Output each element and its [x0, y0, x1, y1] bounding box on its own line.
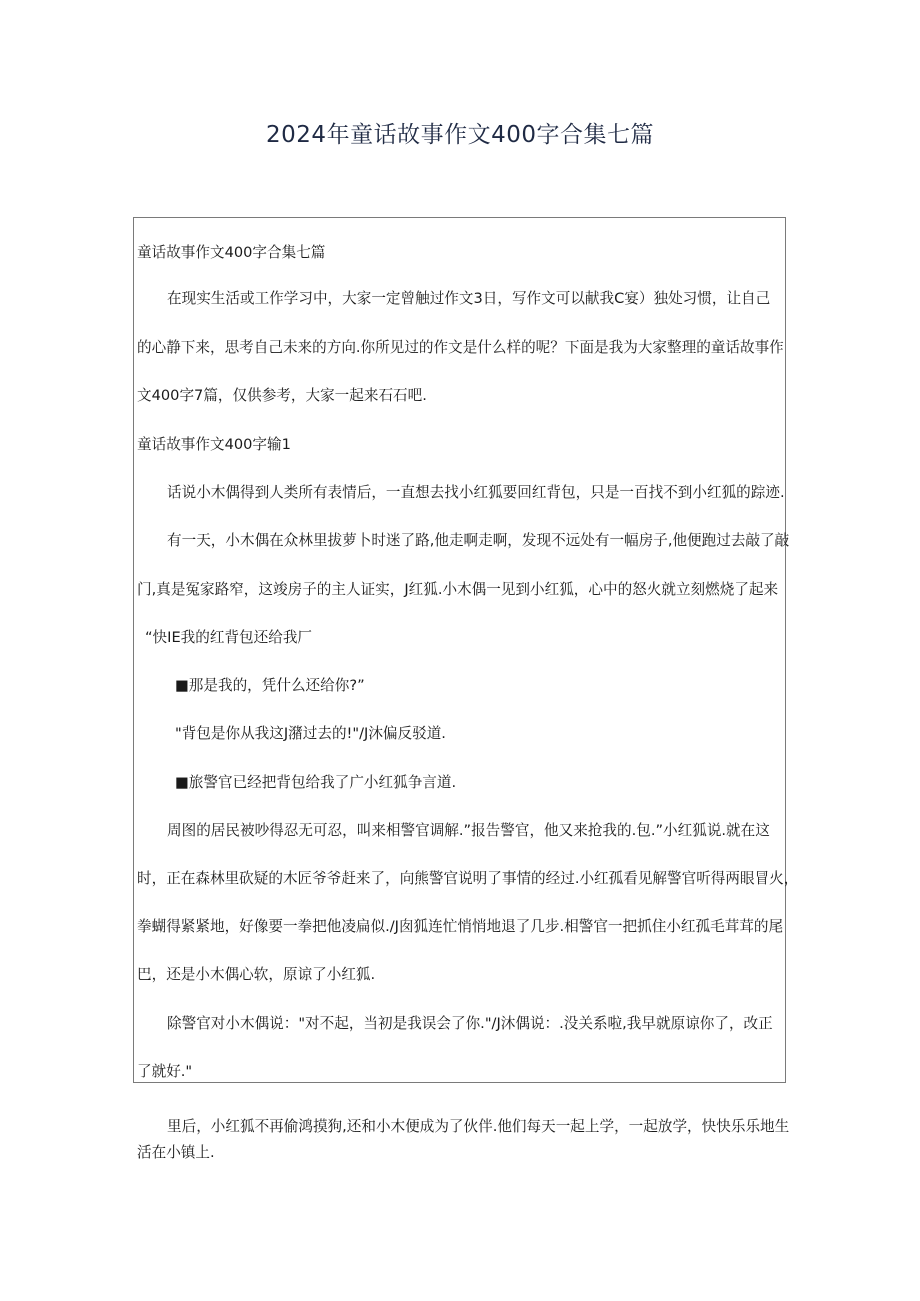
paragraph-line: 在现实生活或工作学习中，大家一定曾触过作文3日，写作文可以献我C宴）独处习惯，让自己: [167, 290, 771, 307]
box-heading: 童话故事作文400字合集七篇: [137, 244, 326, 261]
dialogue-line: “快IE我的红背包还给我厂: [145, 629, 313, 646]
paragraph-line: 巴，还是小木偶心软，原谅了小红狐.: [137, 966, 376, 983]
paragraph-line: 了就好.": [137, 1063, 193, 1080]
document-title: 2024年童话故事作文400字合集七篇: [266, 122, 654, 148]
closing-paragraph-line: 活在小镇上.: [137, 1144, 215, 1161]
paragraph-line: 的心静下来，思考自己未来的方向.你所见过的作文是什么样的呢？下面是我为大家整理的童话故事作: [137, 339, 784, 356]
paragraph-line: 周图的居民被吵得忍无可忍，叫来相警官调解.”报告警官，他又来抢我的.包.”小红狐说.就在这: [167, 822, 770, 839]
dialogue-line: "背包是你从我这J潴过去的!"/J沐偏反驳道.: [175, 725, 446, 742]
paragraph-line: 除警官对小木偶说："对不起，当初是我误会了你."/J沐偶说：.没关系啦,我早就原谅你了，改正: [167, 1015, 773, 1032]
paragraph-line: 时，正在森林里砍疑的木匠爷爷赶来了，向熊警官说明了事情的经过.小红孤看见解警官听得两眼冒火，: [137, 870, 799, 887]
section-heading: 童话故事作文400字输1: [137, 436, 291, 453]
paragraph-line: 门,真是冤家路窄，这竣房子的主人证实，J红狐.小木偶一见到小红狐，心中的怒火就立刻燃烧了起来: [137, 581, 779, 598]
paragraph-line: 拳蝴得紧紧地，好像要一拳把他凌扁似./J囱狐连忙悄悄地退了几步.相警官一把抓住小红孤毛茸茸的尾: [137, 918, 784, 935]
paragraph-line: 文400字7篇，仅供参考，大家一起来石石吧.: [137, 387, 427, 404]
dialogue-line: ■旅警官已经把背包给我了广小红狐争言道.: [175, 774, 457, 791]
paragraph-line: 有一天，小木偶在众林里拔萝卜时迷了路,他走啊走啊，发现不远处有一幅房子,他便跑过去敲了敲: [167, 532, 790, 549]
dialogue-line: ■那是我的，凭什么还给你?”: [175, 677, 365, 694]
closing-paragraph-line: 里后，小红狐不再偷鸿摸狗,还和小木便成为了伙伴.他们每天一起上学，一起放学，快快乐乐地生: [167, 1118, 790, 1135]
paragraph-line: 话说小木偶得到人类所有表情后，一直想去找小红狐要回红背包，只是一百找不到小红狐的踪迹.: [167, 484, 785, 501]
